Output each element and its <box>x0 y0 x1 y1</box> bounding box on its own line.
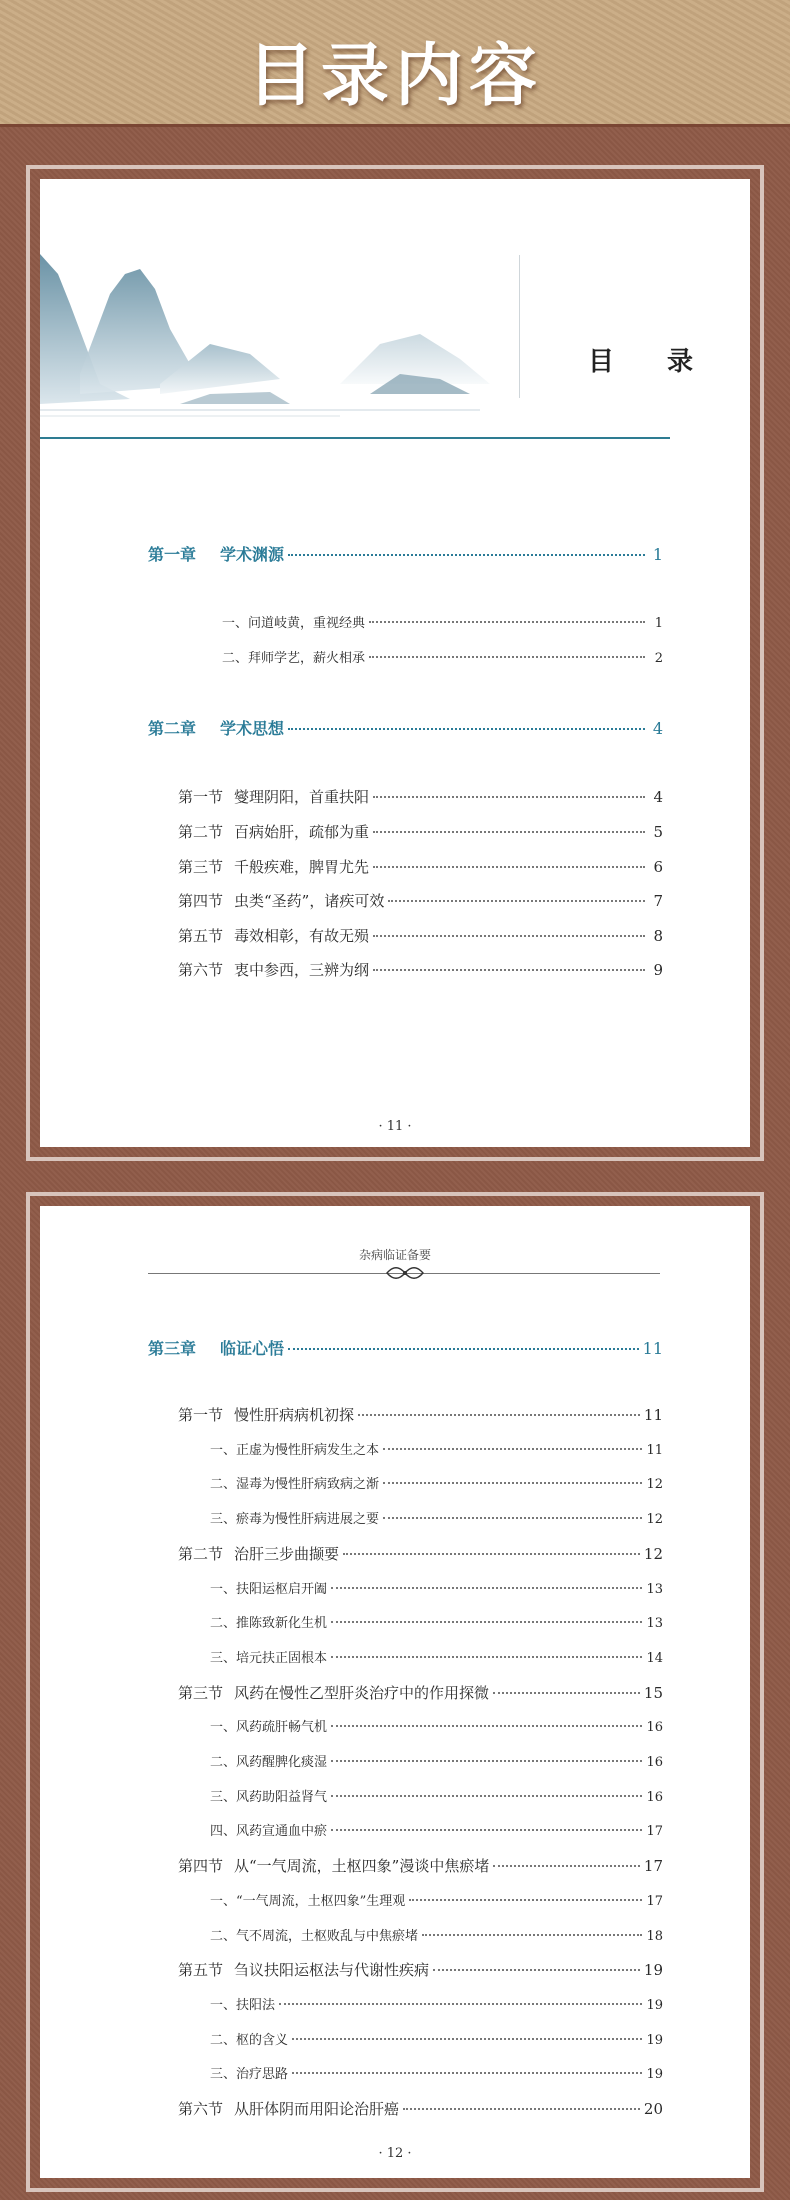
toc-chapter-1[interactable] <box>148 542 663 565</box>
dot-leader <box>493 1865 640 1867</box>
dot-leader <box>331 1621 642 1623</box>
entry-title: 一、扶阳运枢启开阖 <box>210 1581 328 1597</box>
section-number: 第五节 <box>178 927 224 945</box>
page-ref: 14 <box>646 1650 663 1666</box>
toc-section[interactable] <box>178 1682 663 1703</box>
toc-section[interactable] <box>178 821 663 842</box>
vertical-rule <box>519 255 520 398</box>
dot-leader <box>331 1725 642 1727</box>
section-title: 治肝三步曲撷要 <box>234 1544 340 1563</box>
page-ref: 12 <box>643 1544 663 1563</box>
page-ref: 17 <box>643 1857 663 1876</box>
dot-leader <box>331 1760 642 1762</box>
ornament-icon <box>385 1264 425 1282</box>
dot-leader <box>383 1517 642 1519</box>
entry-title: 一、问道岐黄，重视经典 <box>222 616 366 631</box>
entry-title: 二、枢的含义 <box>210 2032 289 2048</box>
dot-leader <box>369 656 645 658</box>
page-ref: 6 <box>653 858 663 876</box>
dot-leader <box>288 1348 639 1350</box>
section-title: 千般疾难，脾胃尤先 <box>234 858 370 876</box>
entry-title: 三、瘀毒为慢性肝病进展之要 <box>210 1512 380 1528</box>
section-number: 第三节 <box>178 1683 224 1702</box>
toc-entry[interactable] <box>210 1994 663 2013</box>
dot-leader <box>422 1934 642 1936</box>
dot-leader <box>288 728 645 730</box>
header-rule <box>40 437 670 439</box>
toc-entry[interactable] <box>210 1820 663 1839</box>
page-ref: 7 <box>653 892 663 910</box>
toc-chapter-3[interactable] <box>148 1336 663 1359</box>
page-ref: 16 <box>646 1789 663 1805</box>
entry-title: 二、推陈致新化生机 <box>210 1616 328 1632</box>
toc-section[interactable] <box>178 856 663 877</box>
section-number: 第一节 <box>178 1406 224 1424</box>
dot-leader <box>331 1829 642 1831</box>
page-ref: 9 <box>653 961 663 979</box>
toc-entry[interactable] <box>210 1786 663 1805</box>
dot-leader <box>409 1899 642 1901</box>
toc-entry[interactable] <box>210 1578 663 1597</box>
toc-section[interactable] <box>178 1855 663 1876</box>
page-ref: 8 <box>653 927 663 945</box>
page-ref: 4 <box>652 719 663 738</box>
entry-title: 三、培元扶正固根本 <box>210 1650 328 1666</box>
toc-entry[interactable] <box>210 1647 663 1666</box>
dot-leader <box>279 2003 642 2005</box>
toc-entry[interactable] <box>210 2029 663 2048</box>
page-ref: 19 <box>643 1961 663 1980</box>
toc-heading: 目 录 <box>588 347 716 377</box>
entry-title: 一、“一气周流，土枢四象”生理观 <box>210 1893 406 1909</box>
page-ref: 13 <box>646 1581 663 1597</box>
dot-leader <box>383 1448 642 1450</box>
entry-title: 四、风药宣通血中瘀 <box>210 1824 328 1840</box>
toc-section[interactable] <box>178 959 663 980</box>
dot-leader <box>493 1692 640 1694</box>
section-title: 刍议扶阳运枢法与代谢性疾病 <box>234 1961 430 1980</box>
section-number: 第六节 <box>178 2100 224 2118</box>
toc-entry[interactable] <box>210 1508 663 1527</box>
page-ref: 2 <box>654 651 663 666</box>
dot-leader <box>331 1656 642 1658</box>
page-ref: 12 <box>646 1477 663 1493</box>
section-title: 燮理阴阳，首重扶阳 <box>234 788 370 806</box>
page-ref: 18 <box>646 1928 663 1944</box>
page-number: · 12 · <box>378 2146 412 2161</box>
dot-leader <box>288 554 645 556</box>
page-ref: 17 <box>646 1824 663 1840</box>
section-title: 毒效相彰，有故无殒 <box>234 927 370 945</box>
page-number: · 11 · <box>378 1119 412 1134</box>
page-ref: 1 <box>654 616 663 631</box>
page-frame-2 <box>26 1192 764 2192</box>
landscape-illustration <box>40 234 665 424</box>
section-title: 从肝体阴而用阳论治肝癌 <box>234 2100 400 2118</box>
section-title: 慢性肝病病机初探 <box>234 1406 355 1424</box>
section-title: 虫类“圣药”，诸疾可效 <box>234 892 385 910</box>
page-ref: 12 <box>646 1512 663 1528</box>
toc-page-2 <box>40 1206 750 2178</box>
entry-title: 二、风药醒脾化痰湿 <box>210 1755 328 1770</box>
page-ref: 19 <box>646 2067 663 2083</box>
toc-section[interactable] <box>178 925 663 946</box>
toc-entry[interactable] <box>222 647 663 666</box>
section-title: 从“一气周流，土枢四象”漫谈中焦瘀堵 <box>234 1857 490 1876</box>
entry-title: 一、正虚为慢性肝病发生之本 <box>210 1442 380 1458</box>
section-number: 第六节 <box>178 961 224 979</box>
chapter-number: 第三章 <box>148 1339 197 1358</box>
section-title: 风药在慢性乙型肝炎治疗中的作用探微 <box>234 1683 490 1702</box>
page-ref: 11 <box>643 1406 663 1424</box>
toc-section[interactable] <box>178 1543 663 1564</box>
dot-leader <box>373 831 645 833</box>
toc-entry[interactable] <box>210 1439 663 1458</box>
entry-title: 一、扶阳法 <box>210 1997 276 2013</box>
page-ref: 5 <box>653 823 663 841</box>
dot-leader <box>343 1553 640 1555</box>
section-number: 第五节 <box>178 1961 224 1980</box>
dot-leader <box>403 2108 640 2110</box>
page-ref: 20 <box>643 2100 663 2118</box>
toc-entry[interactable] <box>210 1716 663 1735</box>
chapter-number: 第二章 <box>148 719 197 738</box>
toc-entry[interactable] <box>222 612 663 631</box>
section-number: 第二节 <box>178 1544 224 1563</box>
section-title: 衷中参西，三辨为纲 <box>234 961 370 979</box>
page-ref: 17 <box>646 1893 663 1909</box>
dot-leader <box>373 796 645 798</box>
page-ref: 15 <box>643 1683 663 1702</box>
toc-page-1 <box>40 179 750 1147</box>
toc-section[interactable] <box>178 2098 663 2119</box>
dot-leader <box>373 935 645 937</box>
page-ref: 13 <box>646 1616 663 1632</box>
section-number: 第四节 <box>178 892 224 910</box>
top-banner <box>0 0 790 127</box>
toc-chapter-2[interactable] <box>148 716 663 739</box>
entry-title: 一、风药疏肝畅气机 <box>210 1720 328 1736</box>
toc-section[interactable] <box>178 890 663 911</box>
toc-section[interactable] <box>178 1959 663 1980</box>
page-ref: 11 <box>646 1442 663 1458</box>
page-ref: 4 <box>653 788 663 806</box>
entry-title: 三、风药助阳益肾气 <box>210 1789 328 1805</box>
page-ref: 19 <box>646 1997 663 2013</box>
dot-leader <box>433 1969 640 1971</box>
section-number: 第一节 <box>178 788 224 806</box>
toc-entry[interactable] <box>210 1612 663 1631</box>
page-ref: 16 <box>646 1720 663 1736</box>
toc-entry[interactable] <box>210 1925 663 1944</box>
running-head: 杂病临证备要 <box>358 1248 431 1262</box>
section-title: 百病始肝，疏郁为重 <box>234 823 370 841</box>
entry-title: 二、气不周流，土枢败乱与中焦瘀堵 <box>210 1928 419 1944</box>
dot-leader <box>373 969 645 971</box>
dot-leader <box>358 1414 640 1416</box>
page-ref: 1 <box>652 545 663 564</box>
page-frame-1 <box>26 165 764 1161</box>
chapter-title: 临证心悟 <box>220 1339 285 1358</box>
section-number: 第二节 <box>178 823 224 841</box>
section-number: 第三节 <box>178 858 224 876</box>
entry-title: 二、湿毒为慢性肝病致病之渐 <box>210 1477 380 1493</box>
page-ref: 19 <box>646 2032 663 2048</box>
dot-leader <box>369 621 645 623</box>
chapter-number: 第一章 <box>148 545 197 564</box>
dot-leader <box>331 1795 642 1797</box>
entry-title: 二、拜师学艺，薪火相承 <box>222 651 366 666</box>
banner-title: 目录内容 <box>246 36 543 116</box>
dot-leader <box>373 866 645 868</box>
entry-title: 三、治疗思路 <box>210 2067 289 2083</box>
toc-section[interactable] <box>178 1404 663 1425</box>
dot-leader <box>292 2072 642 2074</box>
dot-leader <box>292 2038 642 2040</box>
toc-entry[interactable] <box>210 2063 663 2082</box>
dot-leader <box>331 1587 642 1589</box>
page-ref: 16 <box>646 1755 663 1770</box>
section-number: 第四节 <box>178 1857 224 1876</box>
toc-section[interactable] <box>178 786 663 807</box>
dot-leader <box>388 900 645 902</box>
dot-leader <box>383 1482 642 1484</box>
toc-entry[interactable] <box>210 1751 663 1770</box>
chapter-title: 学术思想 <box>220 719 285 738</box>
toc-entry[interactable] <box>210 1890 663 1909</box>
toc-entry[interactable] <box>210 1473 663 1492</box>
page-ref: 11 <box>642 1339 663 1358</box>
chapter-title: 学术渊源 <box>220 545 285 564</box>
